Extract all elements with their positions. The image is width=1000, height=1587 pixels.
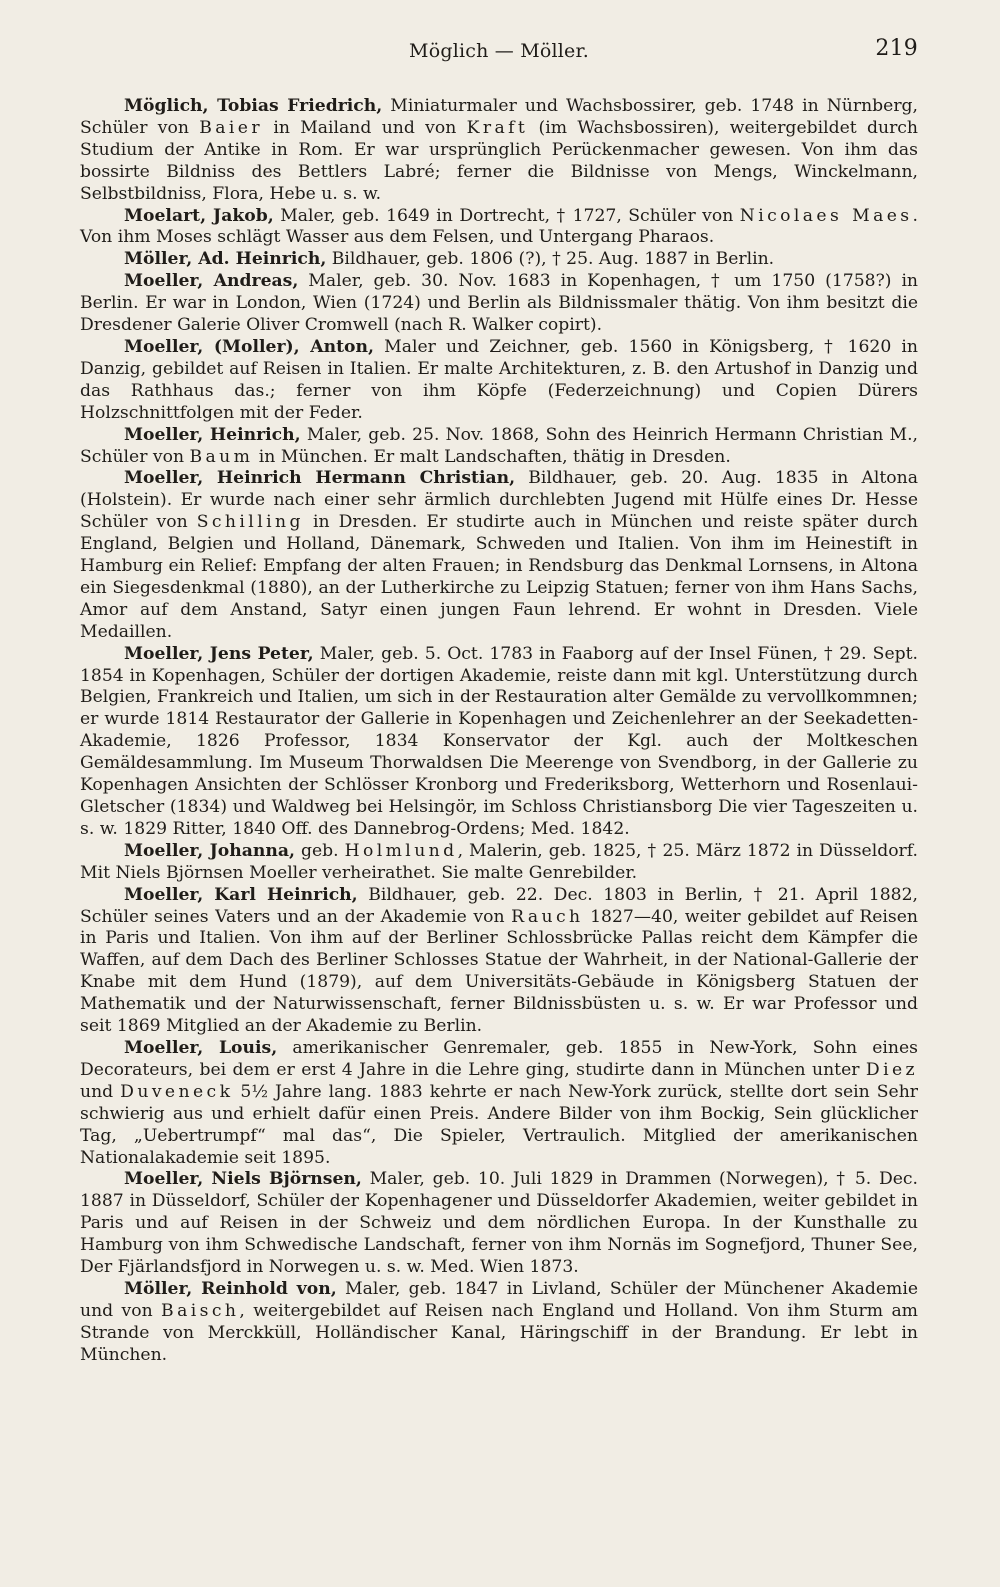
dictionary-entry bbox=[80, 96, 918, 206]
entry-text: Maler, geb. 1649 in Dortrecht, † 1727, Schüler von bbox=[273, 205, 740, 226]
entry-text: Bildhauer, geb. 20. Aug. 1835 in Altona (Holstein). Er wurde nach einer sehr ärmlich durchlebten Jugend mit Hülfe eines Dr. Hesse Schüler von bbox=[80, 468, 918, 533]
dictionary-entry bbox=[80, 425, 918, 469]
running-title: Möglich — Möller. bbox=[409, 40, 589, 62]
entry-name: Moeller, Karl Heinrich, bbox=[124, 884, 358, 905]
spaced-name: Baum bbox=[189, 446, 254, 467]
entry-name: Moeller, Andreas, bbox=[124, 271, 299, 292]
entry-text: Miniaturmaler und Wachsbossirer, geb. 1748 in Nürnberg, Schüler von bbox=[80, 96, 918, 138]
entry-text: , Malerin, geb. 1825, † 25. März 1872 in Düsseldorf. Mit Niels Björnsen Moeller verheirathet. Sie malte Genrebilder. bbox=[80, 840, 918, 883]
entry-name: Möller, Ad. Heinrich, bbox=[124, 249, 327, 270]
entry-text: 1827—40, weiter gebildet auf Reisen in Paris und Italien. Von ihm auf der Berliner Schlossbrücke Pallas reicht dem Kämpfer die Waffen, auf dem Dach des Berliner Schlosses Statue der Wahrheit, in der National-Gallerie der Knabe mit dem Hund (1879), auf dem Universitäts-Gebäude in Königsberg Statuen der Mathematik und der Naturwissenschaft, ferner Bildnissbüsten u. s. w. Er war Professor und seit 1869 Mitglied an der Akademie zu Berlin. bbox=[80, 906, 918, 1037]
spaced-name: Nicolaes Maes bbox=[739, 205, 913, 226]
spaced-name: Holmlund bbox=[344, 840, 458, 861]
entry-text: 5½ Jahre lang. 1883 kehrte er nach New-York zurück, stellte dort sein Sehr schwierig aus und erhielt dafür einen Preis. Andere Bilder von ihm Bockig, Sein glücklicher Tag, „Uebertrumpf“ mal das“, Die Spieler, Vertraulich. Mitglied der amerikanischen Nationalakademie seit 1895. bbox=[80, 1081, 919, 1168]
entry-name: Moeller, Louis, bbox=[124, 1037, 278, 1058]
entry-text: und bbox=[80, 1081, 121, 1102]
entry-text: Maler, geb. 25. Nov. 1868, Sohn des Heinrich Hermann Christian M., Schüler von bbox=[80, 424, 918, 467]
entry-name: Moeller, (Moller), Anton, bbox=[124, 336, 375, 357]
dictionary-entry bbox=[80, 1169, 918, 1279]
dictionary-entry bbox=[80, 1038, 918, 1169]
page-number: 219 bbox=[875, 36, 918, 61]
spaced-name: Schilling bbox=[196, 512, 304, 533]
entry-text: Bildhauer, geb. 1806 (?), † 25. Aug. 1887 in Berlin. bbox=[326, 249, 775, 270]
entry-name: Moeller, Johanna, bbox=[124, 840, 296, 861]
entry-name: Moeller, Heinrich, bbox=[124, 424, 301, 445]
entry-text: in München. Er malt Landschaften, thätig in Dresden. bbox=[253, 446, 731, 467]
spaced-name: Duveneck bbox=[120, 1081, 234, 1102]
entry-text: Maler, geb. 5. Oct. 1783 in Faaborg auf der Insel Fünen, † 29. Sept. 1854 in Kopenhagen, Schüler der dortigen Akademie, reiste dann mit kgl. Unterstützung durch Belgien, Frankreich und Italien, um sich in der Restauration alter Gemälde zu vervollkommnen; er wurde 1814 Restaurator der Gallerie in Kopenhagen und Zeichenlehrer an der Seekadetten-Akademie, 1826 Professor, 1834 Konservator der Kgl. auch der Moltkeschen Gemäldesammlung. Im Museum Thorwaldsen Die Meerenge von Svendborg, in der Gallerie zu Kopenhagen Ansichten der Schlösser Kronborg und Frederiksborg, Wetterhorn und Rosenlaui-Gletscher (1834) und Waldweg bei Helsingör, im Schloss Christiansborg Die vier Tageszeiten u. s. w. 1829 Ritter, 1840 Off. des Dannebrog-Ordens; Med. 1842. bbox=[80, 643, 918, 839]
entry-name: Moeller, Niels Björnsen, bbox=[124, 1169, 362, 1190]
entry-text: geb. bbox=[295, 840, 345, 861]
dictionary-entry bbox=[80, 841, 918, 885]
entry-text: (im Wachsbossiren), weitergebildet durch Studium der Antike in Rom. Er war ursprünglich Perückenmacher gewesen. Von ihm das bossirte Bildniss des Bettlers Labré; ferner die Bildnisse von Mengs, Winckelmann, Selbstbildniss, Flora, Hebe u. s. w. bbox=[80, 117, 919, 204]
entry-text: Maler, geb. 10. Juli 1829 in Drammen (Norwegen), † 5. Dec. 1887 in Düsseldorf, Schüler der Kopenhagener und Düsseldorfer Akademien, weiter gebildet in Paris und auf Reisen in der Schweiz und dem nördlichen Europa. In der Kunsthalle zu Hamburg von ihm Schwedische Landschaft, ferner von ihm Nornäs im Sognefjord, Thuner See, Der Fjärlandsfjord in Norwegen u. s. w. Med. Wien 1873. bbox=[80, 1169, 918, 1278]
entry-name: Moeller, Heinrich Hermann Christian, bbox=[124, 468, 516, 489]
entry-text: in Mailand und von bbox=[262, 117, 467, 138]
entry-text: , weitergebildet auf Reisen nach England und Holland. Von ihm Sturm am Strande von Merckküll, Holländischer Kanal, Häringschiff in der Brandung. Er lebt in München. bbox=[80, 1300, 918, 1365]
dictionary-entry bbox=[80, 271, 918, 337]
spaced-name: Kraft bbox=[466, 117, 529, 138]
spaced-name: Rauch bbox=[511, 906, 584, 927]
entry-text: . Von ihm Moses schlägt Wasser aus dem Felsen, und Untergang Pharaos. bbox=[80, 205, 918, 248]
entry-text: Maler, geb. 30. Nov. 1683 in Kopenhagen, † um 1750 (1758?) in Berlin. Er war in London, Wien (1724) und Berlin als Bildnissmaler thätig. Von ihm besitzt die Dresdener Galerie Oliver Cromwell (nach R. Walker copirt). bbox=[80, 271, 919, 336]
dictionary-entry bbox=[80, 1279, 918, 1367]
entry-name: Möglich, Tobias Friedrich, bbox=[124, 96, 383, 116]
entry-text: in Dresden. Er studirte auch in München und reiste später durch England, Belgien und Holland, Dänemark, Schweden und Italien. Von ihm im Heinestift in Hamburg ein Relief: Empfang der alten Frauen; in Rendsburg das Denkmal Lornsens, in Altona ein Siegesdenkmal (1880), an der Lutherkirche zu Leipzig Statuen; ferner von ihm Hans Sachs, Amor auf dem Anstand, Satyr einen jungen Faun lehrend. Er wohnt in Dresden. Viele Medaillen. bbox=[80, 512, 918, 642]
page-header bbox=[80, 36, 918, 76]
entry-text: amerikanischer Genremaler, geb. 1855 in New-York, Sohn eines Decorateurs, bei dem er erst 4 Jahre in die Lehre ging, studirte dann in München unter bbox=[80, 1037, 918, 1080]
entry-name: Möller, Reinhold von, bbox=[124, 1278, 337, 1299]
dictionary-entry bbox=[80, 206, 918, 250]
spaced-name: Baier bbox=[199, 117, 263, 138]
dictionary-entry bbox=[80, 644, 918, 841]
dictionary-entry bbox=[80, 468, 918, 643]
dictionary-entries bbox=[80, 96, 918, 1367]
spaced-name: Baisch bbox=[161, 1300, 240, 1321]
dictionary-entry bbox=[80, 249, 918, 271]
spaced-name: Diez bbox=[865, 1059, 918, 1080]
entry-text: Bildhauer, geb. 22. Dec. 1803 in Berlin, † 21. April 1882, Schüler seines Vaters und an der Akademie von bbox=[80, 884, 918, 927]
dictionary-entry bbox=[80, 885, 918, 1038]
dictionary-entry bbox=[80, 337, 918, 425]
entry-name: Moeller, Jens Peter, bbox=[124, 643, 314, 664]
entry-text: Maler, geb. 1847 in Livland, Schüler der Münchener Akademie und von bbox=[80, 1278, 918, 1321]
entry-name: Moelart, Jakob, bbox=[124, 205, 274, 226]
entry-text: Maler und Zeichner, geb. 1560 in Königsberg, † 1620 in Danzig, gebildet auf Reisen in Italien. Er malte Architekturen, z. B. den Artushof in Danzig und das Rathhaus das.; ferner von ihm Köpfe (Federzeichnung) und Copien Dürers Holzschnittfolgen mit der Feder. bbox=[80, 336, 918, 423]
